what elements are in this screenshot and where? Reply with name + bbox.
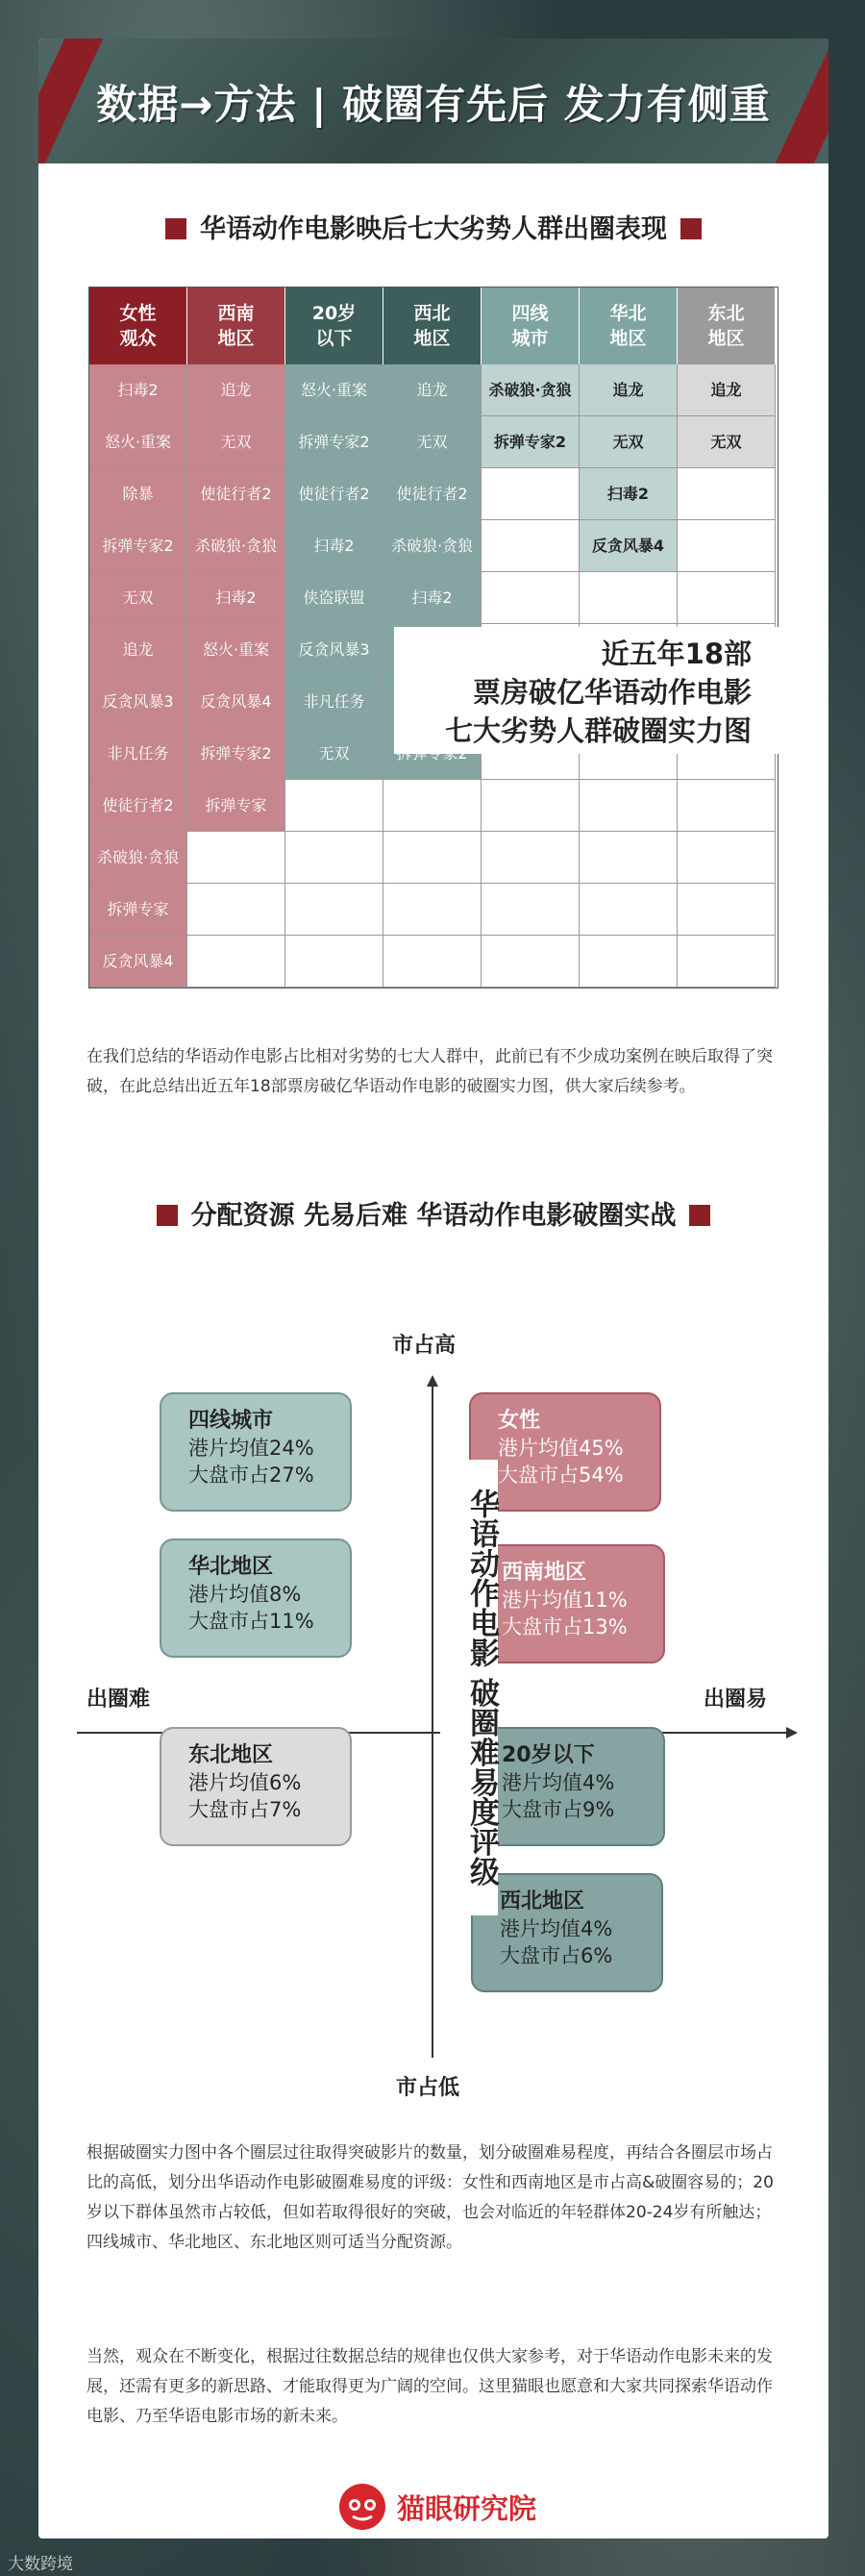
section-title-2 [38, 1194, 828, 1232]
film-cell: 拆弹专家 [89, 884, 187, 936]
empty-cell [678, 520, 776, 572]
quadrant-axes [38, 1327, 828, 2106]
empty-cell [580, 936, 678, 988]
film-cell: 无双 [678, 416, 776, 468]
segment-market-share: 大盘市占27% [188, 1463, 314, 1487]
column-header-text: 城市 [511, 328, 549, 349]
column-header [580, 288, 678, 364]
film-cell: 追龙 [187, 364, 285, 416]
empty-cell [383, 936, 482, 988]
segment-market-share: 大盘市占7% [188, 1798, 302, 1821]
column-header-text: 女性 [119, 303, 157, 324]
empty-cell [482, 884, 580, 936]
intro-paragraph: 在我们总结的华语动作电影占比相对劣势的七大人群中，此前已有不少成功案例在映后取得了突破，在此总结出近五年18部票房破亿华语动作电影的破圈实力图，供大家后续参考。 [86, 1047, 773, 1096]
segment-market-share: 大盘市占54% [498, 1463, 624, 1487]
film-cell: 反贪风暴3 [285, 624, 383, 676]
empty-cell [482, 832, 580, 884]
column-header [187, 288, 285, 364]
segment-box [160, 1538, 352, 1658]
section-title-1 [38, 208, 828, 245]
column-header-text: 华北 [609, 303, 647, 324]
empty-cell [285, 832, 383, 884]
column-header-text: 观众 [119, 328, 157, 349]
film-cell: 扫毒2 [580, 468, 678, 520]
film-cell: 无双 [383, 416, 482, 468]
cat-eye-icon [339, 2484, 385, 2530]
empty-cell [580, 832, 678, 884]
film-cell: 杀破狼·贪狼 [187, 520, 285, 572]
axis-left-label: 出圈难 [86, 1688, 151, 1712]
film-cell: 杀破狼·贪狼 [482, 364, 580, 416]
table-column [89, 288, 187, 988]
film-cell: 怒火·重案 [187, 624, 285, 676]
empty-cell [482, 780, 580, 832]
column-header [285, 288, 383, 364]
bullet-square [157, 1205, 178, 1226]
film-cell: 追龙 [383, 364, 482, 416]
film-cell: 扫毒2 [285, 520, 383, 572]
segment-hk-average: 港片均值4% [500, 1917, 613, 1940]
closing-paragraph: 当然，观众在不断变化，根据过往数据总结的规律也仅供大家参考，对于华语动作电影未来的发展，还需有更多的新思路、才能取得更为广阔的空间。这里猫眼也愿意和大家共同探索华语动作电影、乃至华语电影市场的新未来。 [86, 2347, 773, 2426]
film-cell: 怒火·重案 [89, 416, 187, 468]
empty-cell [285, 780, 383, 832]
empty-cell [482, 520, 580, 572]
film-cell: 扫毒2 [383, 572, 482, 624]
film-cell: 除暴 [89, 468, 187, 520]
film-cell: 拆弹专家2 [285, 416, 383, 468]
empty-cell [187, 936, 285, 988]
film-cell: 怒火·重案 [285, 364, 383, 416]
header-title: 数据→方法 | 破圈有先后 发力有侧重 [96, 81, 771, 128]
empty-cell [580, 884, 678, 936]
segment-hk-average: 港片均值11% [502, 1588, 628, 1612]
segment-name: 华北地区 [188, 1555, 274, 1579]
axis-top-label: 市占高 [392, 1334, 457, 1358]
column-header-text: 地区 [217, 328, 255, 349]
film-cell: 杀破狼·贪狼 [383, 520, 482, 572]
segment-name: 西北地区 [500, 1889, 585, 1913]
segment-hk-average: 港片均值8% [188, 1583, 302, 1606]
segment-hk-average: 港片均值6% [188, 1771, 302, 1794]
film-cell: 追龙 [678, 364, 776, 416]
empty-cell [678, 780, 776, 832]
empty-cell [678, 468, 776, 520]
column-header-text: 四线 [511, 303, 549, 324]
empty-cell [678, 936, 776, 988]
film-cell: 扫毒2 [89, 364, 187, 416]
table-column [285, 288, 383, 988]
film-cell: 反贪风暴4 [89, 936, 187, 988]
watermark: 大数跨境 [8, 2555, 73, 2574]
column-header-text: 西南 [217, 303, 255, 324]
column-header-text: 20岁 [311, 303, 357, 324]
empty-cell [678, 884, 776, 936]
film-cell: 无双 [285, 728, 383, 780]
segment-hk-average: 港片均值4% [502, 1771, 615, 1794]
film-cell: 拆弹专家2 [187, 728, 285, 780]
empty-cell [678, 572, 776, 624]
film-cell: 反贪风暴4 [187, 676, 285, 728]
empty-cell [482, 572, 580, 624]
segment-market-share: 大盘市占9% [502, 1798, 615, 1821]
empty-cell [285, 936, 383, 988]
column-header-text: 地区 [413, 328, 451, 349]
film-cell: 使徒行者2 [285, 468, 383, 520]
overlay-line: 票房破亿华语动作电影 [472, 676, 752, 709]
maoyan-logo [339, 2483, 536, 2531]
column-header [678, 288, 776, 364]
column-header-text: 地区 [707, 328, 745, 349]
segment-name: 东北地区 [188, 1743, 274, 1767]
film-cell: 非凡任务 [285, 676, 383, 728]
segment-name: 20岁以下 [502, 1743, 595, 1767]
column-header [482, 288, 580, 364]
empty-cell [285, 884, 383, 936]
film-cell: 杀破狼·贪狼 [89, 832, 187, 884]
table-column [187, 288, 285, 988]
film-cell: 扫毒2 [187, 572, 285, 624]
film-cell: 使徒行者2 [187, 468, 285, 520]
segment-hk-average: 港片均值45% [498, 1437, 624, 1460]
segment-name: 西南地区 [502, 1561, 587, 1585]
film-cell: 侠盗联盟 [285, 572, 383, 624]
segment-name: 四线城市 [188, 1409, 274, 1433]
film-cell: 无双 [187, 416, 285, 468]
film-cell: 无双 [89, 572, 187, 624]
empty-cell [383, 884, 482, 936]
film-cell: 反贪风暴4 [580, 520, 678, 572]
segment-market-share: 大盘市占13% [502, 1615, 628, 1638]
column-header [89, 288, 187, 364]
empty-cell [383, 832, 482, 884]
bullet-square [165, 218, 186, 239]
film-cell: 使徒行者2 [89, 780, 187, 832]
segment-box [471, 1873, 663, 1992]
empty-cell [580, 572, 678, 624]
axis-right-label: 出圈易 [704, 1688, 768, 1712]
segment-box [473, 1727, 665, 1846]
empty-cell [678, 832, 776, 884]
film-cell: 追龙 [580, 364, 678, 416]
segment-box [473, 1544, 665, 1663]
column-header-text: 地区 [609, 328, 647, 349]
segment-name: 女性 [498, 1409, 541, 1433]
empty-cell [482, 468, 580, 520]
film-cell: 拆弹专家 [187, 780, 285, 832]
column-header-text: 以下 [315, 328, 353, 349]
segment-market-share: 大盘市占11% [188, 1610, 314, 1633]
film-cell: 非凡任务 [89, 728, 187, 780]
bullet-square [680, 218, 702, 239]
header-banner [38, 38, 828, 163]
overlay-line: 七大劣势人群破圈实力图 [444, 714, 752, 747]
segment-market-share: 大盘市占6% [500, 1944, 613, 1967]
main-card [38, 38, 828, 2538]
bullet-square [689, 1205, 710, 1226]
segment-box [160, 1727, 352, 1846]
axis-bottom-label: 市占低 [396, 2076, 460, 2100]
column-header-text: 东北 [707, 303, 745, 324]
film-cell: 使徒行者2 [383, 468, 482, 520]
empty-cell [187, 832, 285, 884]
overlay-line: 近五年18部 [601, 638, 752, 670]
section-title-text: 华语动作电影映后七大劣势人群出圈表现 [200, 214, 667, 244]
column-header [383, 288, 482, 364]
analysis-paragraph: 根据破圈实力图中各个圈层过往取得突破影片的数量，划分破圈难易程度，再结合各圈层市场占比的高低，划分出华语动作电影破圈难易度的评级：女性和西南地区是市占高&破圈容易的；20岁以下群体虽然市占较低，但如若取得很好的突破，也会对临近的年轻群体20-24岁有所触达；四线城市、华北地区、东北地区则可适当分配资源。 [86, 2143, 774, 2252]
column-header-text: 西北 [413, 303, 451, 324]
table-overlay-caption [394, 627, 778, 754]
logo-text: 猫眼研究院 [397, 2491, 537, 2525]
empty-cell [383, 780, 482, 832]
empty-cell [187, 884, 285, 936]
quadrant-center-title: 华语动作电影 破圈难易度评级 [440, 1460, 498, 1915]
empty-cell [482, 936, 580, 988]
empty-cell [580, 780, 678, 832]
film-cell: 无双 [580, 416, 678, 468]
film-cell: 追龙 [89, 624, 187, 676]
section-title-text: 分配资源 先易后难 华语动作电影破圈实战 [190, 1201, 677, 1231]
film-cell: 拆弹专家2 [482, 416, 580, 468]
film-cell: 拆弹专家2 [89, 520, 187, 572]
segment-hk-average: 港片均值24% [188, 1437, 314, 1460]
film-cell: 反贪风暴3 [89, 676, 187, 728]
segment-box [160, 1392, 352, 1512]
